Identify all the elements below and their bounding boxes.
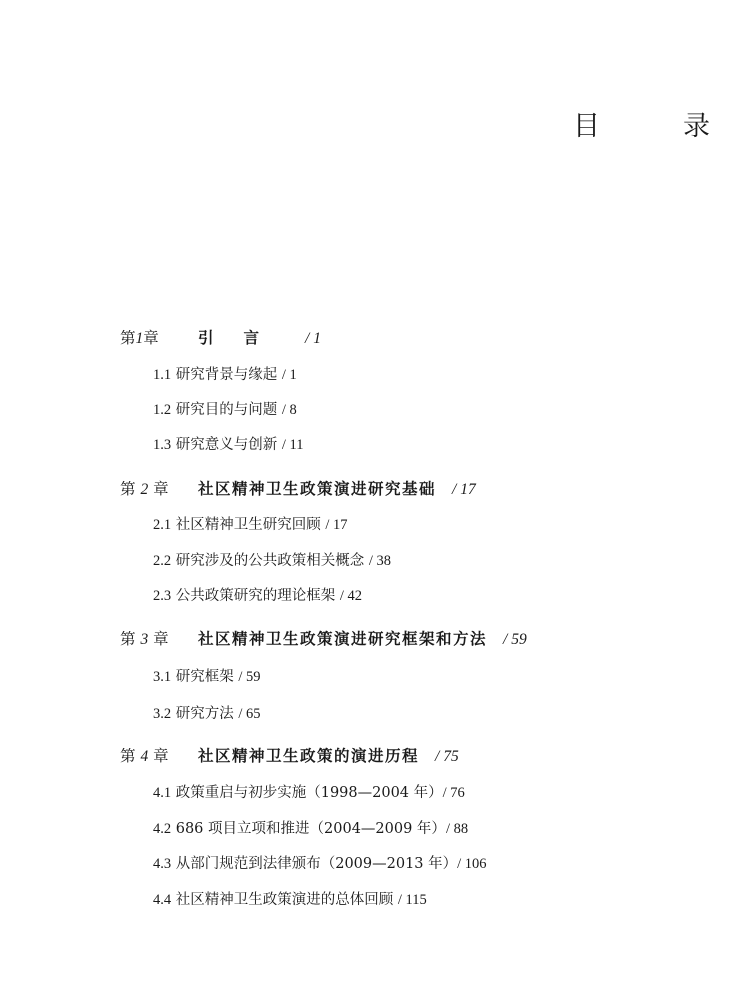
section-number: 4.1 xyxy=(153,785,172,801)
chapter-page: / 59 xyxy=(503,631,527,648)
chapter-number: 第1章 xyxy=(120,329,159,347)
section-title: 研究框架 xyxy=(175,669,234,685)
toc-chapter-1[interactable] xyxy=(120,330,321,347)
section-page: / 17 xyxy=(325,517,348,533)
toc-section-2-3[interactable] xyxy=(153,589,362,604)
toc-chapter-3[interactable] xyxy=(120,631,527,648)
section-title: 研究意义与创新 xyxy=(175,437,278,453)
section-page: / 88 xyxy=(445,821,469,837)
chapter-number: 第 2 章 xyxy=(120,480,169,498)
chapter-number: 第 4 章 xyxy=(120,747,169,765)
chapter-page: / 75 xyxy=(435,748,459,765)
section-page: / 42 xyxy=(339,588,362,604)
section-page: / 59 xyxy=(238,669,261,685)
chapter-title: 社区精神卫生政策演进研究框架和方法 xyxy=(198,629,488,648)
section-page: / 76 xyxy=(442,785,465,801)
section-page: / 8 xyxy=(281,402,297,418)
section-number: 1.1 xyxy=(153,367,172,383)
section-title: 从部门规范到法律颁布（2009—2013 年） xyxy=(175,856,458,872)
toc-section-1-2[interactable] xyxy=(153,403,297,418)
section-title: 社区精神卫生政策演进的总体回顾 xyxy=(175,892,394,908)
section-title: 686 项目立项和推进（2004—2009 年） xyxy=(175,821,446,837)
chapter-number: 第 3 章 xyxy=(120,630,169,648)
section-page: / 38 xyxy=(368,553,391,569)
chapter-page: / 1 xyxy=(305,330,321,347)
toc-section-4-4[interactable] xyxy=(153,893,427,908)
toc-chapter-2[interactable] xyxy=(120,481,476,498)
section-number: 4.4 xyxy=(153,892,172,908)
toc-section-2-1[interactable] xyxy=(153,518,348,533)
toc-section-1-3[interactable] xyxy=(153,438,303,453)
section-number: 3.2 xyxy=(153,706,172,722)
section-page: / 65 xyxy=(238,706,261,722)
page-title: 目 录 xyxy=(573,111,738,142)
section-title: 研究目的与问题 xyxy=(175,402,278,418)
section-title: 公共政策研究的理论框架 xyxy=(175,588,336,604)
section-number: 1.2 xyxy=(153,402,172,418)
section-number: 1.3 xyxy=(153,437,172,453)
chapter-title: 引言 xyxy=(198,328,290,347)
toc-chapter-4[interactable] xyxy=(120,748,459,765)
toc-section-3-2[interactable] xyxy=(153,707,261,722)
section-page: / 115 xyxy=(397,892,427,908)
toc-section-1-1[interactable] xyxy=(153,368,297,383)
section-number: 3.1 xyxy=(153,669,172,685)
toc-section-4-1[interactable] xyxy=(153,786,465,801)
section-page: / 106 xyxy=(457,856,487,872)
section-page: / 11 xyxy=(281,437,304,453)
section-page: / 1 xyxy=(281,367,297,383)
section-title: 研究方法 xyxy=(175,706,234,722)
chapter-title: 社区精神卫生政策演进研究基础 xyxy=(198,479,437,498)
section-number: 4.2 xyxy=(153,821,172,837)
section-title: 研究背景与缘起 xyxy=(175,367,278,383)
toc-section-2-2[interactable] xyxy=(153,554,391,569)
chapter-page: / 17 xyxy=(452,481,476,498)
section-number: 2.1 xyxy=(153,517,172,533)
toc-section-3-1[interactable] xyxy=(153,670,261,685)
section-title: 研究涉及的公共政策相关概念 xyxy=(175,553,365,569)
section-title: 政策重启与初步实施（1998—2004 年） xyxy=(175,785,443,801)
toc-section-4-2[interactable] xyxy=(153,822,468,837)
section-number: 2.3 xyxy=(153,588,172,604)
chapter-title: 社区精神卫生政策的演进历程 xyxy=(198,746,420,765)
section-number: 4.3 xyxy=(153,856,172,872)
section-title: 社区精神卫生研究回顾 xyxy=(175,517,321,533)
section-number: 2.2 xyxy=(153,553,172,569)
toc-section-4-3[interactable] xyxy=(153,857,487,872)
